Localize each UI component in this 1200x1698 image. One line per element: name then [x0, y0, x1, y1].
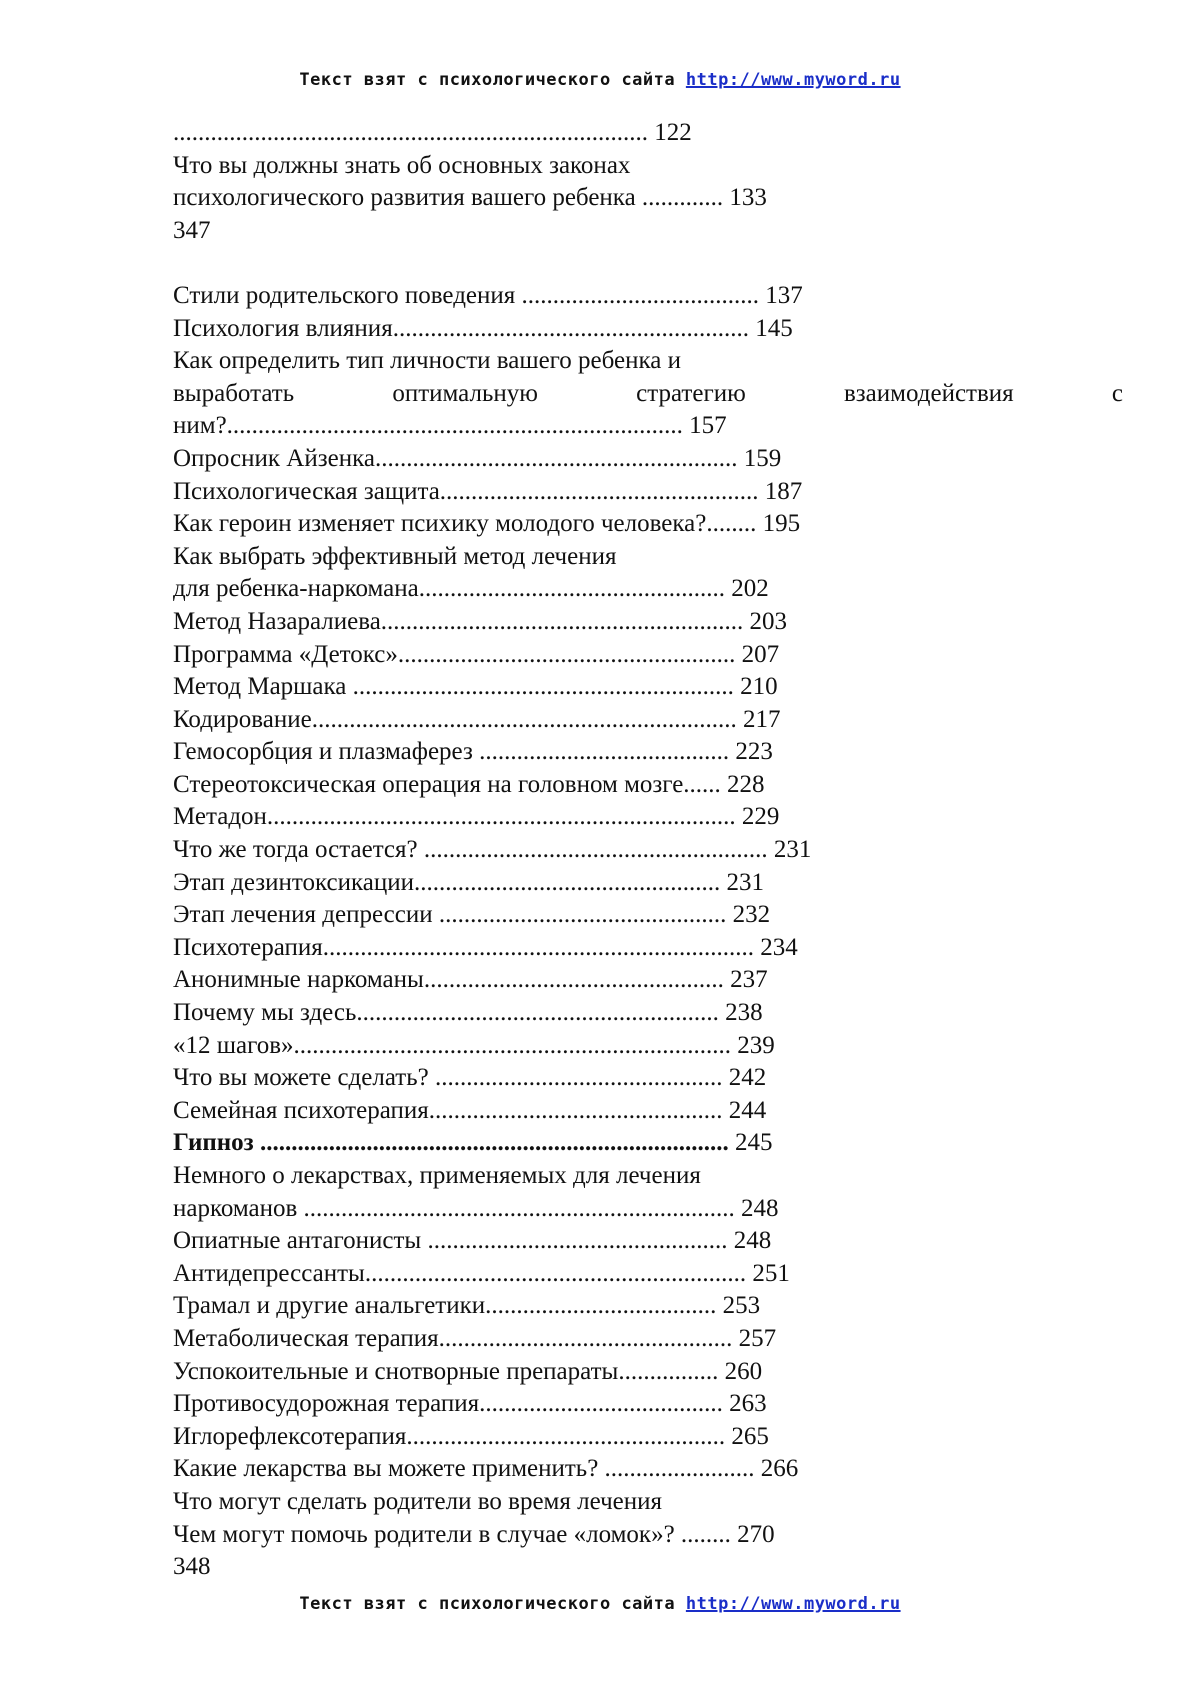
toc-line: Программа «Детокс»...................................................... 207 [173, 640, 780, 668]
toc-line: Трамал и другие анальгетики..................................... 253 [173, 1292, 761, 1320]
justified-word: оптимальную [392, 379, 538, 407]
table-of-contents [173, 117, 1123, 1584]
toc-line: Опиатные антагонисты ................................................ 248 [173, 1227, 772, 1255]
running-header [0, 70, 1200, 90]
running-header-link[interactable]: http://www.myword.ru [685, 70, 901, 90]
bold-entry-page: 245 [728, 1129, 773, 1157]
running-header-text: Текст взят с психологического сайта [299, 70, 686, 90]
toc-line: Как героин изменяет психику молодого человека?........ 195 [173, 510, 801, 538]
toc-line: Противосудорожная терапия....................................... 263 [173, 1390, 767, 1418]
toc-line: психологического развития вашего ребенка ............. 133 [173, 184, 767, 212]
toc-line: Иглорефлексотерапия................................................... 265 [173, 1422, 769, 1450]
toc-line: «12 шагов»...................................................................... 239 [173, 1031, 775, 1059]
toc-line: Что вы должны знать об основных законах [173, 151, 631, 179]
toc-line: Немного о лекарствах, применяемых для лечения [173, 1162, 701, 1189]
justified-word: стратегию [636, 379, 746, 407]
toc-line-justified [173, 378, 1123, 411]
toc-line: Метаболическая терапия............................................... 257 [173, 1324, 777, 1352]
toc-line: Анонимные наркоманы................................................ 237 [173, 966, 768, 994]
toc-line: наркоманов ..................................................................... 248 [173, 1194, 779, 1222]
toc-line: Гемосорбция и плазмаферез ........................................ 223 [173, 738, 773, 766]
toc-line: Стили родительского поведения ...................................... 137 [173, 281, 803, 309]
justified-word: с [1111, 379, 1123, 407]
toc-line: Кодирование.................................................................... 217 [173, 705, 781, 733]
toc-line: Как определить тип личности вашего ребенка и [173, 347, 681, 375]
toc-line: Успокоительные и снотворные препараты................ 260 [173, 1357, 763, 1385]
page-number: 348 [173, 1553, 211, 1581]
toc-line-bold [173, 1127, 1123, 1160]
toc-line: ним?......................................................................... 157 [173, 412, 727, 440]
running-footer [0, 1594, 1200, 1614]
toc-line: Опросник Айзенка.......................................................... 159 [173, 444, 782, 472]
toc-line: для ребенка-наркомана................................................. 202 [173, 575, 769, 603]
toc-line: Психотерапия..................................................................... 234 [173, 933, 798, 961]
toc-line: Какие лекарства вы можете применить? ........................ 266 [173, 1455, 799, 1483]
toc-line: Стереотоксическая операция на головном мозге...... 228 [173, 770, 765, 798]
running-footer-link[interactable]: http://www.myword.ru [685, 1594, 901, 1614]
toc-line: Метод Назаралиева.......................................................... 203 [173, 607, 788, 635]
toc-line: Антидепрессанты............................................................. 251 [173, 1259, 790, 1287]
toc-line: Метод Маршака ............................................................. 210 [173, 673, 778, 701]
toc-line: ............................................................................ 122 [173, 119, 692, 146]
toc-line: Как выбрать эффективный метод лечения [173, 542, 617, 570]
justified-word: выработать [173, 379, 295, 407]
toc-line: Что вы можете сделать? .............................................. 242 [173, 1064, 767, 1092]
justified-word: взаимодействия [844, 379, 1014, 407]
toc-line: Семейная психотерапия............................................... 244 [173, 1096, 767, 1124]
toc-line: Этап дезинтоксикации................................................. 231 [173, 868, 764, 896]
bold-entry-text: Гипноз ........................................................................... [173, 1129, 729, 1157]
blank-line [173, 247, 1123, 280]
toc-line: Этап лечения депрессии .............................................. 232 [173, 901, 771, 929]
toc-line: Психология влияния......................................................... 145 [173, 314, 793, 342]
toc-line: Что же тогда остается? ....................................................... 231 [173, 836, 812, 864]
toc-line: Метадон........................................................................... 229 [173, 803, 780, 831]
running-footer-text: Текст взят с психологического сайта [299, 1594, 686, 1614]
toc-line: Почему мы здесь.......................................................... 238 [173, 999, 763, 1027]
page-number: 347 [173, 216, 211, 244]
toc-line: Чем могут помочь родители в случае «ломок»? ........ 270 [173, 1520, 775, 1548]
toc-line: Психологическая защита................................................... 187 [173, 477, 803, 505]
toc-line: Что могут сделать родители во время лечения [173, 1487, 662, 1515]
